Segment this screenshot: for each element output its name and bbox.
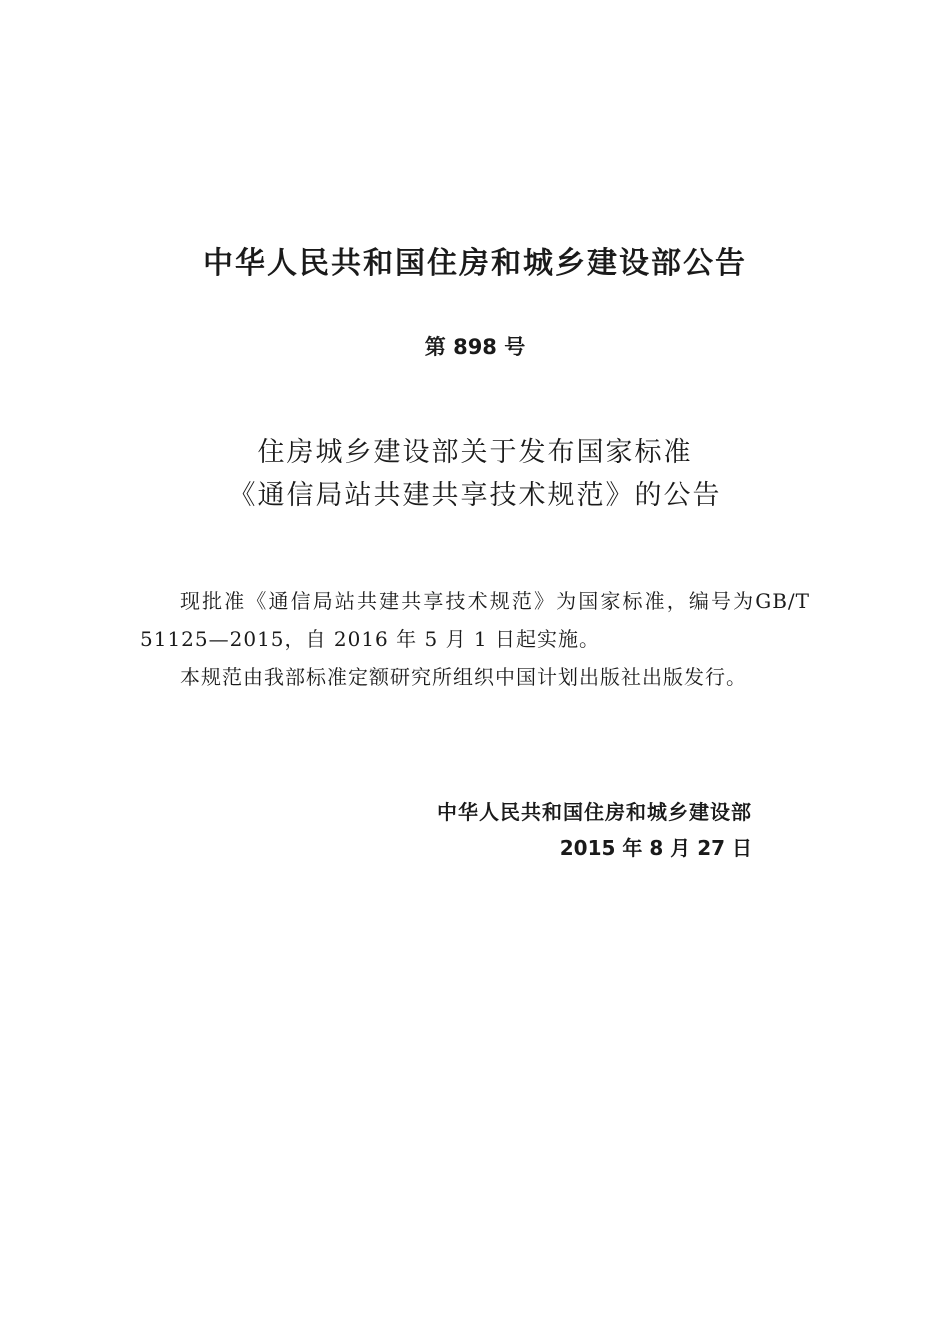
document-number: 第 898 号 [424, 335, 526, 359]
subtitle-line-2: 《通信局站共建共享技术规范》的公告 [228, 480, 722, 511]
issuing-organization: 中华人民共和国住房和城乡建设部 [437, 800, 752, 824]
paragraph-approval: 现批准《通信局站共建共享技术规范》为国家标准，编号为GB/T 51125—2015，自 2016 年 5 月 1 日起实施。 [140, 589, 810, 651]
paragraph-publication: 本规范由我部标准定额研究所组织中国计划出版社出版发行。 [180, 665, 747, 689]
subtitle-line-1: 住房城乡建设部关于发布国家标准 [257, 437, 693, 468]
signature-block [437, 794, 752, 866]
announcement-body [140, 582, 810, 696]
main-title: 中华人民共和国住房和城乡建设部公告 [203, 246, 747, 281]
issue-date: 2015 年 8 月 27 日 [559, 836, 752, 860]
